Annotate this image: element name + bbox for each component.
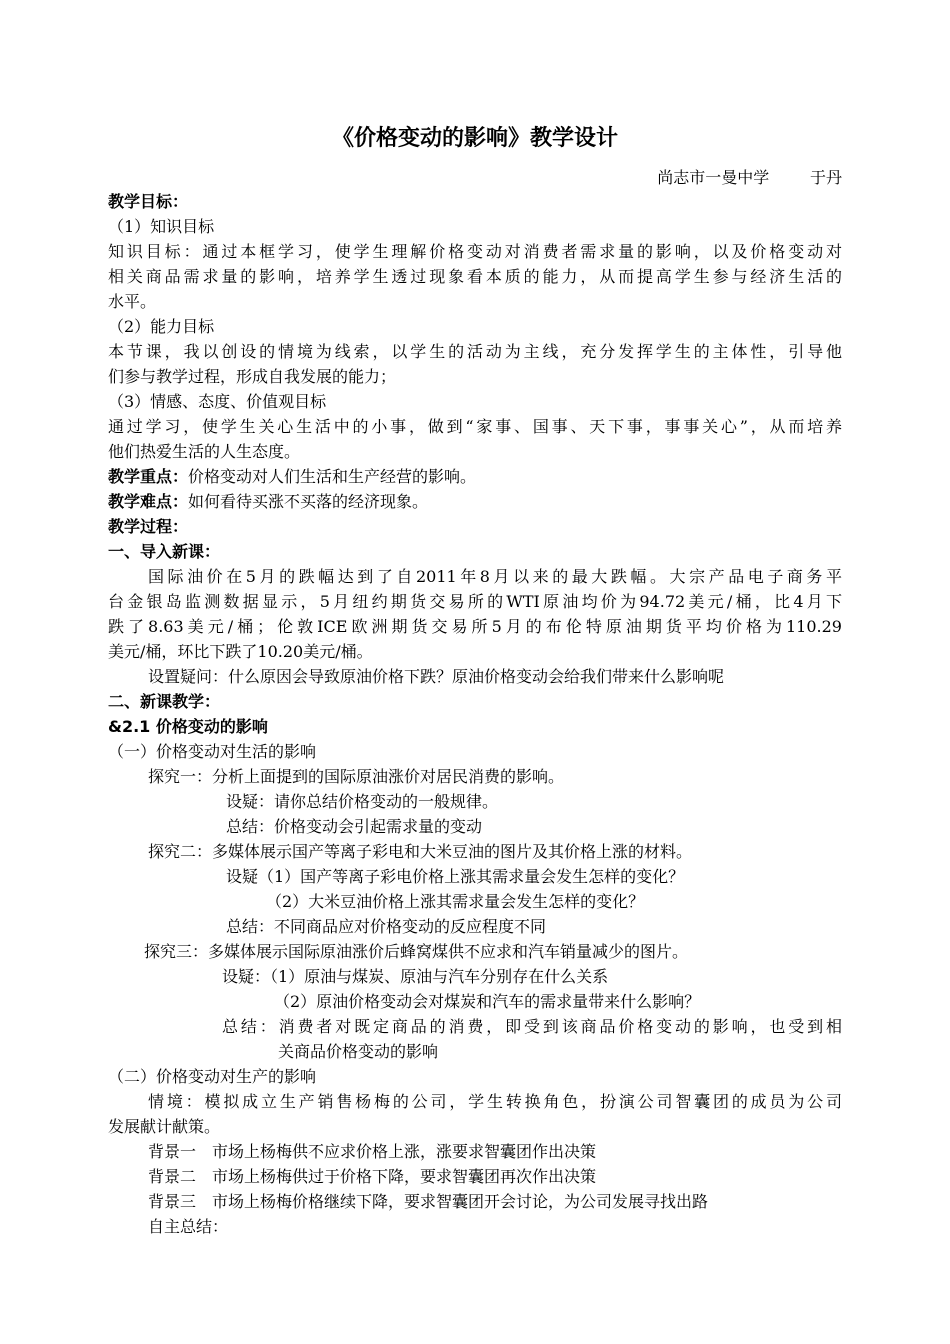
knowledge-goal-title: （1）知识目标 — [108, 217, 215, 236]
goals-heading: 教学目标： — [108, 192, 189, 211]
background-one: 背景一 市场上杨梅供不应求价格上涨，涨要求智囊团作出决策 — [148, 1142, 597, 1161]
intro-paragraph-line: 美元/桶，环比下跌了10.20美元/桶。 — [108, 642, 373, 661]
document-title: 《价格变动的影响》教学设计 — [331, 126, 618, 151]
knowledge-goal-line: 水平。 — [108, 292, 157, 311]
self-summary: 自主总结： — [148, 1217, 229, 1236]
background-three: 背景三 市场上杨梅价格继续下降，要求智囊团开会讨论，为公司发展寻找出路 — [148, 1192, 709, 1211]
scenario-line: 情境：模拟成立生产销售杨梅的公司，学生转换角色，扮演公司智囊团的成员为公司 — [148, 1092, 842, 1111]
intro-paragraph-line: 国际油价在5月的跌幅达到了自2011年8月以来的最大跌幅。大宗产品电子商务平 — [148, 567, 842, 586]
exploration-one-summary: 总结：价格变动会引起需求量的变动 — [226, 817, 483, 836]
exploration-two: 探究二：多媒体展示国产等离子彩电和大米豆油的图片及其价格上涨的材料。 — [148, 842, 693, 861]
knowledge-goal-line: 相关商品需求量的影响，培养学生透过现象看本质的能力，从而提高学生参与经济生活的 — [108, 267, 842, 286]
exploration-two-summary: 总结：不同商品应对价格变动的反应程度不同 — [226, 917, 547, 936]
key-point-text: 价格变动对人们生活和生产经营的影响。 — [188, 467, 477, 486]
intro-heading: 一、导入新课： — [108, 542, 221, 561]
emotion-goal-title: （3）情感、态度、价值观目标 — [108, 392, 327, 411]
exploration-two-question: （2）大米豆油价格上涨其需求量会发生怎样的变化？ — [266, 892, 645, 911]
key-point-label: 教学重点： — [108, 467, 189, 486]
ability-goal-line: 本节课，我以创设的情境为线索，以学生的活动为主线，充分发挥学生的主体性，引导他 — [108, 342, 842, 361]
difficult-point — [108, 490, 842, 514]
exploration-two-question: 设疑（1）国产等离子彩电价格上涨其需求量会发生怎样的变化？ — [226, 867, 685, 886]
ability-goal-title: （2）能力目标 — [108, 317, 215, 336]
process-heading: 教学过程： — [108, 517, 189, 536]
exploration-three: 探究三：多媒体展示国际原油涨价后蜂窝煤供不应求和汽车销量减少的图片。 — [144, 942, 689, 961]
emotion-goal-line: 通过学习，使学生关心生活中的小事，做到“家事、国事、天下事，事事关心”，从而培养 — [108, 417, 842, 436]
exploration-three-summary: 关商品价格变动的影响 — [278, 1042, 439, 1061]
author-school: 尚志市一曼中学 — [657, 168, 770, 187]
exploration-three-summary: 总结：消费者对既定商品的消费，即受到该商品价格变动的影响，也受到相 — [222, 1017, 842, 1036]
difficult-point-text: 如何看待买涨不买落的经济现象。 — [188, 492, 429, 511]
author-line — [657, 166, 842, 190]
difficult-point-label: 教学难点： — [108, 492, 189, 511]
intro-paragraph-line: 台金银岛监测数据显示，5月纽约期货交易所的WTI原油均价为94.72美元/桶，比4月下 — [108, 592, 842, 611]
production-impact-heading: （二）价格变动对生产的影响 — [108, 1067, 317, 1086]
author-name: 于丹 — [809, 168, 842, 187]
scenario-line: 发展献计献策。 — [108, 1117, 221, 1136]
exploration-three-question: （2）原油价格变动会对煤炭和汽车的需求量带来什么影响？ — [274, 992, 701, 1011]
section-heading: &2.1 价格变动的影响 — [108, 717, 268, 736]
intro-question: 设置疑问：什么原因会导致原油价格下跌？原油价格变动会给我们带来什么影响呢 — [148, 667, 725, 686]
exploration-one: 探究一：分析上面提到的国际原油涨价对居民消费的影响。 — [148, 767, 565, 786]
key-point — [108, 465, 842, 489]
knowledge-goal-line: 知识目标：通过本框学习，使学生理解价格变动对消费者需求量的影响，以及价格变动对 — [108, 242, 842, 261]
exploration-three-question: 设疑：（1）原油与煤炭、原油与汽车分别存在什么关系 — [222, 967, 609, 986]
exploration-one-question: 设疑：请你总结价格变动的一般规律。 — [226, 792, 499, 811]
ability-goal-line: 们参与教学过程，形成自我发展的能力； — [108, 367, 397, 386]
life-impact-heading: （一）价格变动对生活的影响 — [108, 742, 317, 761]
new-lesson-heading: 二、新课教学： — [108, 692, 221, 711]
background-two: 背景二 市场上杨梅供过于价格下降，要求智囊团再次作出决策 — [148, 1167, 597, 1186]
emotion-goal-line: 他们热爱生活的人生态度。 — [108, 442, 301, 461]
intro-paragraph-line: 跌了8.63美元/桶；伦敦ICE欧洲期货交易所5月的布伦特原油期货平均价格为110.29 — [108, 617, 842, 636]
